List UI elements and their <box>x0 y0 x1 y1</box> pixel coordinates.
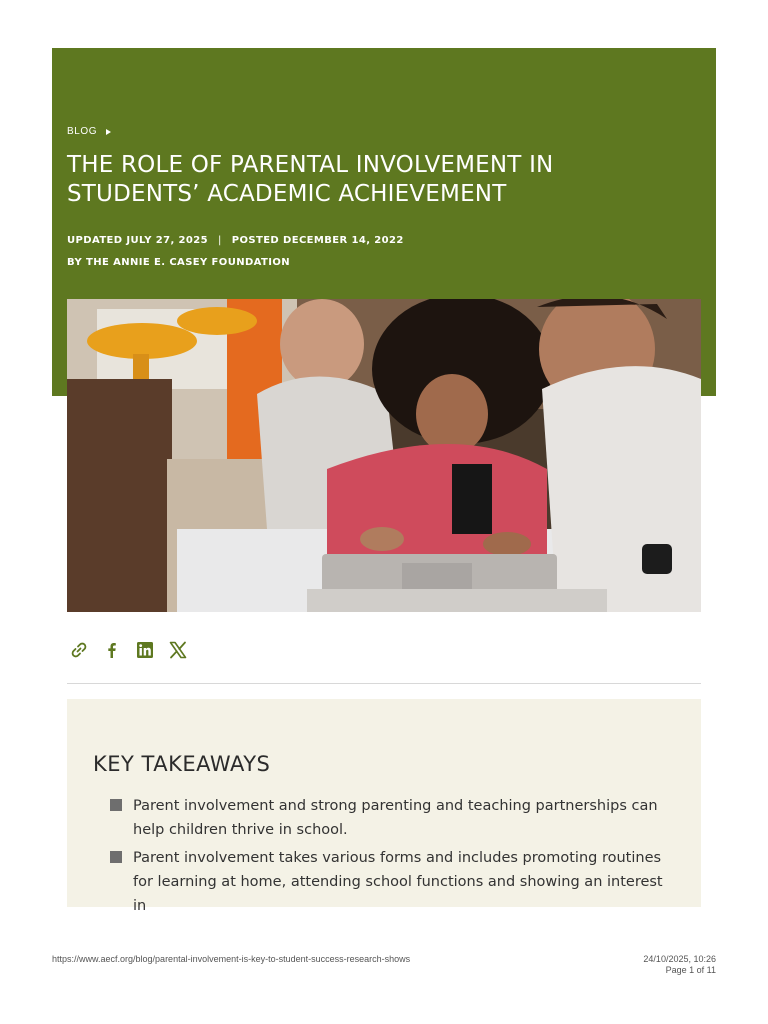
linkedin-icon[interactable] <box>135 640 155 660</box>
facebook-icon[interactable] <box>102 640 122 660</box>
x-icon[interactable] <box>168 640 188 660</box>
footer-url: https://www.aecf.org/blog/parental-involvement-is-key-to-student-success-research-shows <box>52 954 411 964</box>
square-bullet-icon <box>110 851 122 863</box>
breadcrumb[interactable] <box>67 126 111 137</box>
caret-right-icon <box>106 129 111 135</box>
takeaway-text: Parent involvement takes various forms and includes promoting routines for learning at home, attending school functions and showing an interest in <box>133 850 663 914</box>
footer-meta <box>643 954 716 976</box>
hero-photo <box>67 299 701 612</box>
list-item <box>110 794 680 842</box>
family-at-laptop-photo <box>67 299 701 612</box>
key-takeaways-heading: KEY TAKEAWAYS <box>93 752 271 776</box>
breadcrumb-label[interactable]: BLOG <box>67 126 98 137</box>
posted-date: POSTED DECEMBER 14, 2022 <box>231 235 404 246</box>
meta-separator: | <box>217 235 222 246</box>
updated-date: UPDATED JULY 27, 2025 <box>67 235 208 246</box>
byline: BY THE ANNIE E. CASEY FOUNDATION <box>67 257 291 268</box>
takeaway-text: Parent involvement and strong parenting and teaching partnerships can help children thrive in school. <box>133 798 658 838</box>
divider <box>67 683 701 684</box>
date-meta <box>67 235 404 246</box>
list-item <box>110 846 680 918</box>
page-title: THE ROLE OF PARENTAL INVOLVEMENT IN STUDENTS’ ACADEMIC ACHIEVEMENT <box>67 152 554 207</box>
share-bar <box>69 640 188 660</box>
square-bullet-icon <box>110 799 122 811</box>
takeaways-list <box>110 794 680 922</box>
page-number: Page 1 of 11 <box>665 965 716 975</box>
key-takeaways-box <box>67 699 701 914</box>
link-icon[interactable] <box>69 640 89 660</box>
print-datetime: 24/10/2025, 10:26 <box>643 954 716 964</box>
